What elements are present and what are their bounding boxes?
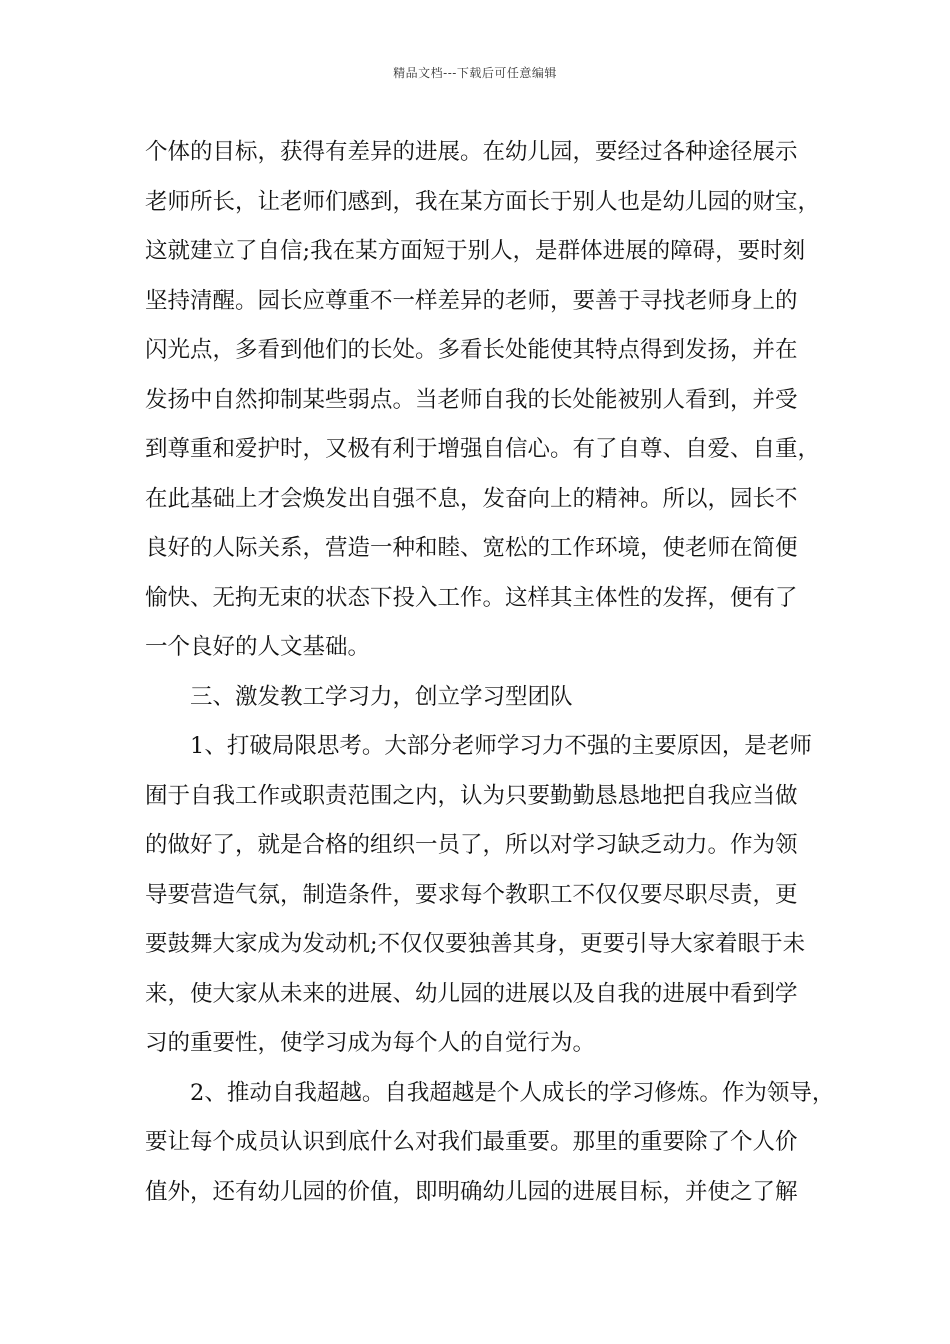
- text-line: 闪光点，多看到他们的长处。多看长处能使其特点得到发扬，并在: [145, 337, 798, 363]
- text-line: 坚持清醒。园长应尊重不一样差异的老师，要善于寻找老师身上的: [145, 287, 798, 314]
- text-line: 导要营造气氛，制造条件，要求每个教职工不仅仅要尽职尽责，更: [145, 881, 798, 908]
- page-header: 精品文档---下载后可任意编辑: [393, 66, 557, 80]
- text-line: 要鼓舞大家成为发动机;不仅仅要独善其身，更要引导大家着眼于未: [145, 931, 806, 957]
- text-line: 愉快、无拘无束的状态下投入工作。这样其主体性的发挥，便有了: [145, 584, 798, 611]
- text-line: 发扬中自然抑制某些弱点。当老师自我的长处能被别人看到，并受: [145, 386, 798, 413]
- paragraph-start: 2、推动自我超越。自我超越是个人成长的学习修炼。作为领导，: [190, 1079, 835, 1106]
- text-line: 来，使大家从未来的进展、幼儿园的进展以及自我的进展中看到学: [145, 980, 798, 1007]
- text-line: 到尊重和爱护时，又极有利于增强自信心。有了自尊、自爱、自重，: [145, 436, 821, 462]
- text-line: 在此基础上才会焕发出自强不息，发奋向上的精神。所以，园长不: [145, 485, 798, 512]
- text-line: 老师所长，让老师们感到，我在某方面长于别人也是幼儿园的财宝，: [145, 188, 821, 215]
- paragraph-start: 1、打破局限思考。大部分老师学习力不强的主要原因，是老师: [190, 733, 812, 759]
- text-line: 值外，还有幼儿园的价值，即明确幼儿园的进展目标，并使之了解: [145, 1178, 798, 1205]
- text-line: 一个良好的人文基础。: [145, 634, 371, 660]
- text-line: 个体的目标，获得有差异的进展。在幼儿园，要经过各种途径展示: [145, 139, 798, 165]
- text-line: 的做好了，就是合格的组织一员了，所以对学习缺乏动力。作为领: [145, 832, 798, 858]
- text-line: 要让每个成员认识到底什么对我们最重要。那里的重要除了个人价: [145, 1129, 798, 1155]
- document-body: [145, 128, 835, 1217]
- section-heading: 三、激发教工学习力，创立学习型团队: [190, 683, 573, 710]
- text-line: 囿于自我工作或职责范围之内，认为只要勤勤恳恳地把自我应当做: [145, 782, 798, 809]
- text-line: 习的重要性，使学习成为每个人的自觉行为。: [145, 1030, 596, 1056]
- text-line: 良好的人际关系，营造一种和睦、宽松的工作环境，使老师在简便: [145, 535, 798, 561]
- text-line: 这就建立了自信;我在某方面短于别人，是群体进展的障碍，要时刻: [145, 238, 806, 264]
